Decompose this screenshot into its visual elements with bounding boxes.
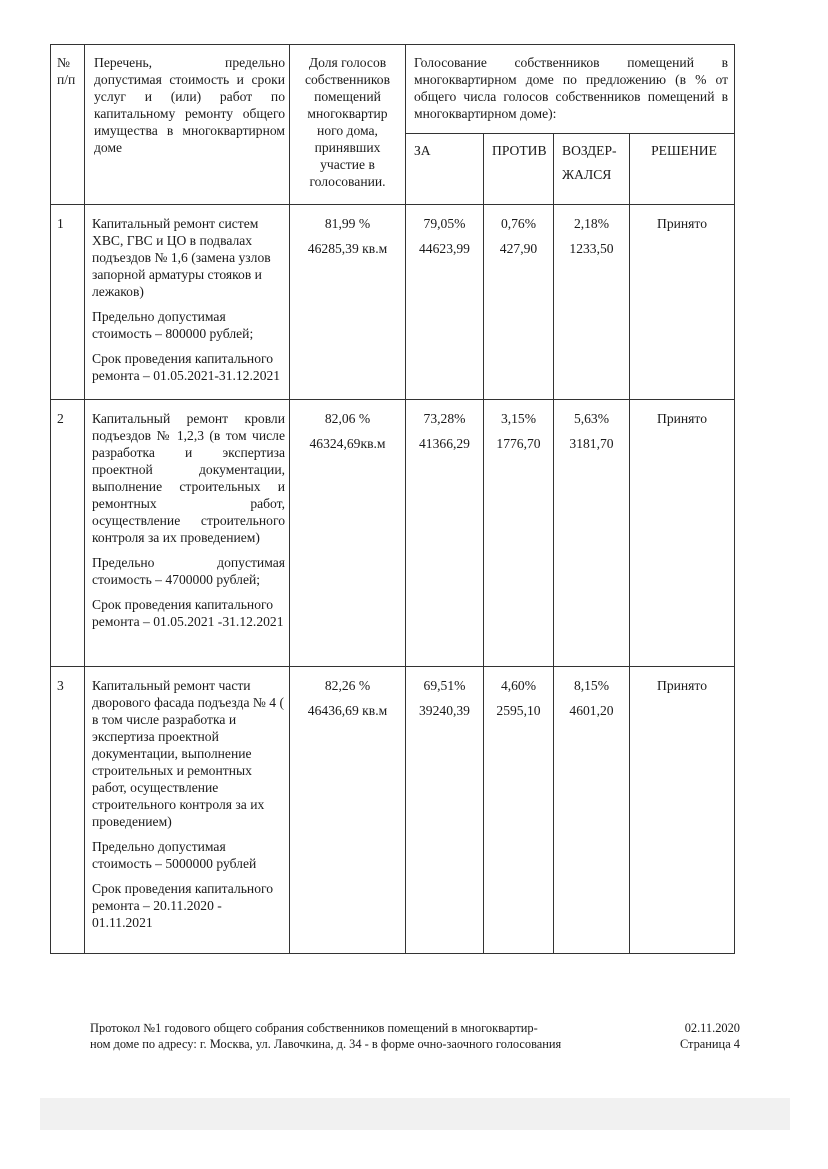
row-vozderzh-value: 3181,70 (569, 436, 614, 451)
header-vote-share: Доля голосов собственников помещений многоквартир ного дома, принявших участие в голосовании. (290, 45, 406, 205)
row-share-percent: 82,26 % (324, 678, 371, 693)
row-number: 3 (51, 667, 85, 954)
row-share-cell (290, 667, 406, 954)
row-description: Капитальный ремонт части дворового фасада подъезда № 4 ( в том числе разработка и экспертиза проектной документации, выполнение строительных и ремонтных работ, осуществление строительного контроля за их проведением) (92, 678, 284, 829)
row-za-percent: 73,28% (423, 411, 466, 426)
row-number: 1 (51, 205, 85, 400)
row-cost: Предельно допустимая стоимость – 800000 рублей; (92, 309, 254, 341)
row-decision: Принято (630, 205, 735, 400)
row-description-cell (85, 667, 290, 954)
row-za-value: 39240,39 (419, 703, 470, 718)
voting-results-table (50, 44, 735, 954)
row-protiv-cell (484, 205, 554, 400)
header-vozderzhalsya-line2: ЖАЛСЯ (562, 167, 612, 182)
header-list: Перечень, предельно допустимая стоимость и сроки услуг и (или) работ по капитальному ремонту общего имущества в многоквартирном доме (85, 45, 290, 205)
row-za-value: 44623,99 (419, 241, 470, 256)
row-share-percent: 81,99 % (324, 216, 371, 231)
header-protiv: ПРОТИВ (484, 134, 554, 205)
footer-line-1: Протокол №1 годового общего собрания собственников помещений в многоквартир- (90, 1021, 538, 1035)
row-protiv-value: 427,90 (499, 241, 538, 256)
row-za-value: 41366,29 (419, 436, 470, 451)
table-row (51, 205, 735, 400)
row-vozderzh-cell (554, 205, 630, 400)
row-protiv-value: 2595,10 (496, 703, 541, 718)
row-protiv-percent: 4,60% (500, 678, 537, 693)
row-term: Срок проведения капитального ремонта – 20.11.2020 - 01.11.2021 (92, 881, 274, 930)
footer-protocol-text (90, 1020, 620, 1052)
row-share-area: 46436,69 кв.м (307, 703, 388, 718)
row-term: Срок проведения капитального ремонта – 01.05.2021-31.12.2021 (92, 351, 281, 383)
row-share-area: 46324,69кв.м (309, 436, 386, 451)
footer-line-2: ном доме по адресу: г. Москва, ул. Лавочкина, д. 34 - в форме очно-заочного голосования (90, 1037, 562, 1051)
row-za-percent: 69,51% (423, 678, 466, 693)
header-za: ЗА (406, 134, 484, 205)
table-header-row (51, 45, 735, 134)
row-protiv-cell (484, 400, 554, 667)
row-za-cell (406, 400, 484, 667)
row-share-cell (290, 400, 406, 667)
header-vozderzhalsya-line1: ВОЗДЕР- (562, 143, 617, 158)
row-vozderzh-cell (554, 400, 630, 667)
row-description-cell (85, 205, 290, 400)
row-description: Капитальный ремонт систем ХВС, ГВС и ЦО в подвалах подъездов № 1,6 (замена узлов запорной арматуры стояков и лежаков) (92, 216, 271, 299)
row-number: 2 (51, 400, 85, 667)
row-za-cell (406, 205, 484, 400)
footer-date: 02.11.2020 (684, 1021, 740, 1035)
row-vozderzh-percent: 8,15% (573, 678, 610, 693)
row-vozderzh-percent: 5,63% (573, 411, 610, 426)
row-vozderzh-value: 1233,50 (569, 241, 614, 256)
row-za-percent: 79,05% (423, 216, 466, 231)
row-protiv-percent: 0,76% (500, 216, 537, 231)
row-cost: Предельно допустимая стоимость – 5000000 рублей (92, 839, 257, 871)
row-protiv-percent: 3,15% (500, 411, 537, 426)
row-vozderzh-cell (554, 667, 630, 954)
row-vozderzh-percent: 2,18% (573, 216, 610, 231)
row-cost: Предельно допустимая стоимость – 4700000 рублей; (92, 555, 285, 587)
row-term: Срок проведения капитального ремонта – 01.05.2021 -31.12.2021 (92, 597, 284, 629)
row-protiv-value: 1776,70 (496, 436, 541, 451)
row-share-area: 46285,39 кв.м (307, 241, 388, 256)
row-decision: Принято (630, 400, 735, 667)
row-description-cell (85, 400, 290, 667)
row-share-percent: 82,06 % (324, 411, 371, 426)
row-protiv-cell (484, 667, 554, 954)
header-decision: РЕШЕНИЕ (630, 134, 735, 205)
header-vozderzhalsya (554, 134, 630, 205)
footer-meta (660, 1020, 740, 1052)
row-vozderzh-value: 4601,20 (569, 703, 614, 718)
header-voting-group: Голосование собственников помещений в многоквартирном доме по предложению (в % от общего числа голосов собственников помещений в многоквартирном доме): (406, 45, 735, 134)
row-description: Капитальный ремонт кровли подъездов № 1,2,3 (в том числе разработка и экспертиза проектной документации, выполнение строительных и ремонтных работ, осуществление строительного контроля за их проведением) (92, 411, 285, 545)
scan-bottom-band (40, 1098, 790, 1130)
row-za-cell (406, 667, 484, 954)
row-share-cell (290, 205, 406, 400)
row-decision: Принято (630, 667, 735, 954)
table-row (51, 667, 735, 954)
footer-page-number: Страница 4 (679, 1037, 740, 1051)
header-number: № п/п (51, 45, 85, 205)
table-row (51, 400, 735, 667)
